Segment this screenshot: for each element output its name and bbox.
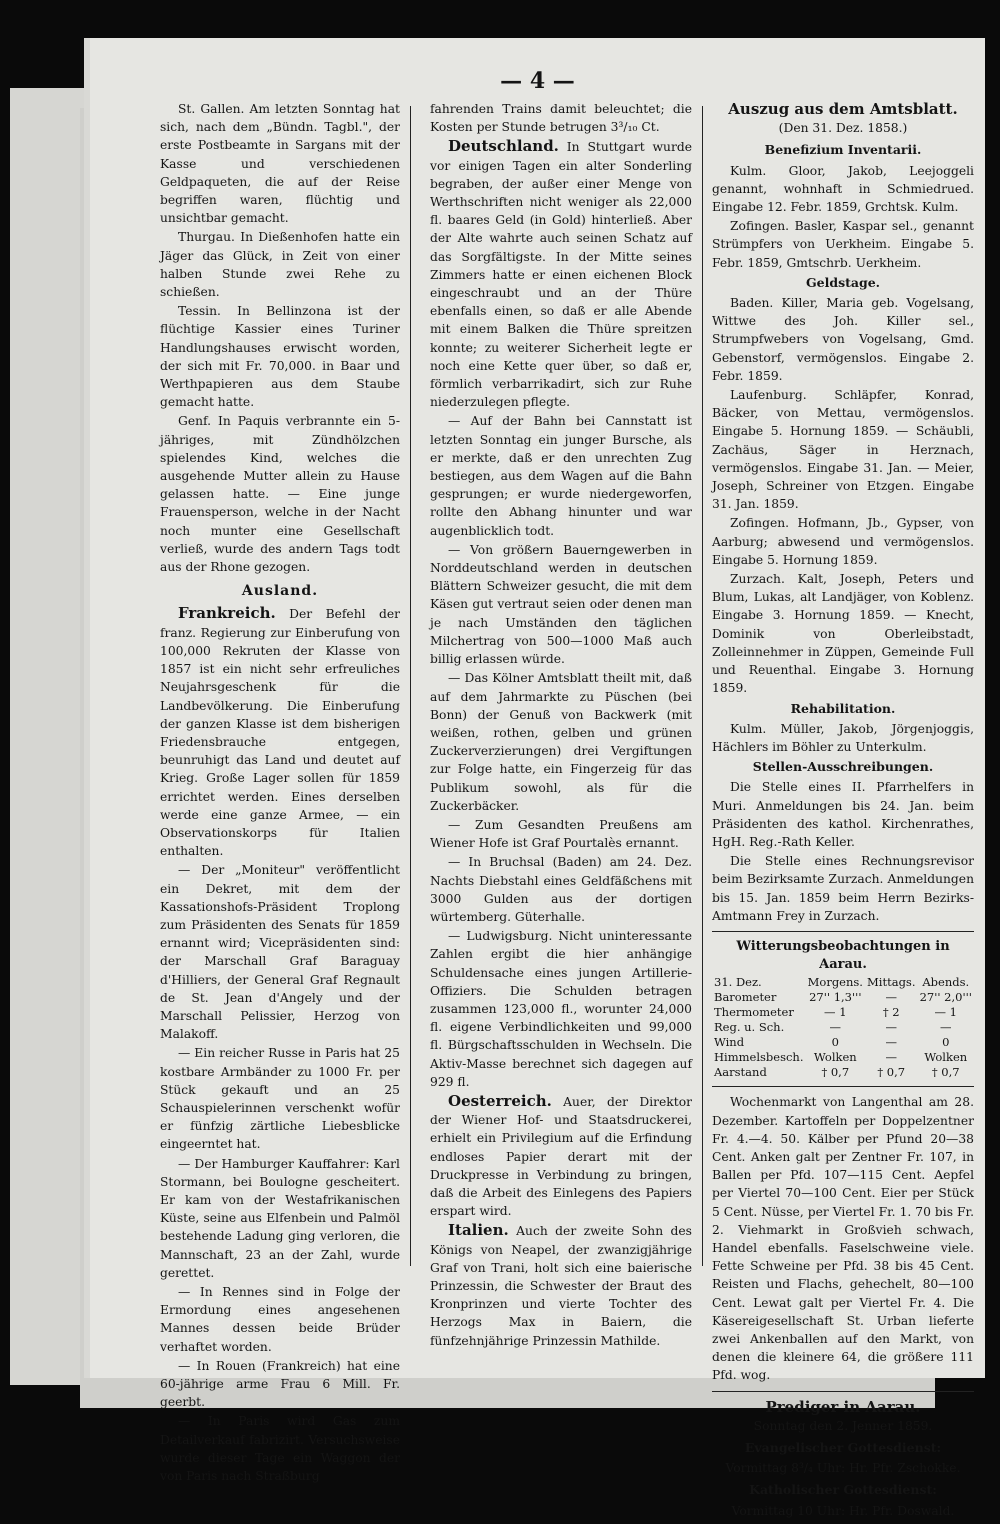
- divider: [712, 931, 974, 932]
- weather-header-cell: Morgens.: [807, 975, 863, 990]
- weather-cell: — 1: [824, 1005, 847, 1020]
- article-paris-gas: — In Paris wird Gas zum Detailverkauf fabrizirt. Versuchsweise wurde dieser Tage ein Waggon der von Paris nach Straßburg: [160, 1414, 400, 1484]
- weather-header-cell: 31. Dez.: [714, 975, 762, 990]
- heading-frankreich: Frankreich.: [178, 604, 276, 623]
- article-ludwigsburg: — Ludwigsburg. Nicht uninteressante Zahlen ergibt die hier anhängige Schuldensache eines jungen Artillerie-Offiziers. Die Schulden betragen zusammen 123,000 fl., worunter 24,000 fl. eigene Verbindlichkeiten und 99,000 fl. Bürgschaftsschulden in Wechseln. Die Aktiv-Masse berechnet sich dagegen auf 929 fl.: [430, 929, 692, 1089]
- amtsblatt-date: (Den 31. Dez. 1858.): [778, 121, 908, 136]
- weather-title: Witterungsbeobachtungen in Aarau.: [736, 938, 950, 973]
- notice-kulm-mueller: Kulm. Müller, Jakob, Jörgenjoggis, Hächlers im Böhler zu Unterkulm.: [712, 721, 974, 754]
- article-gesandter: — Zum Gesandten Preußens am Wiener Hofe ist Graf Pourtalès ernannt.: [430, 817, 692, 851]
- weather-row: [712, 1050, 974, 1065]
- notice-kulm-gloor: Kulm. Gloor, Jakob, Leejoggeli genannt, wohnhaft in Schmiedrued. Eingabe 12. Febr. 1859, Grchtsk. Kulm.: [712, 163, 974, 215]
- article-cannstatt: — Auf der Bahn bei Cannstatt ist letzten Sonntag ein junger Bursche, als er merkte, daß er den unrechten Zug bestiegen, aus dem Wagen auf die Bahn gesprungen; er wurde niedergeworfen, rollte den Abhang hinunter und war augenblicklich todt.: [430, 414, 692, 538]
- article-kauffahrer: — Der Hamburger Kauffahrer: Karl Stormann, bei Boulogne gescheitert. Er kam von der Westafrikanischen Küste, seine aus Elfenbein und Palmöl bestehende Ladung ging verloren, die Mannschaft, 23 an der Zahl, wurde gerettet.: [160, 1156, 400, 1280]
- column-rule-2: [702, 106, 703, 1266]
- column-3: [712, 100, 974, 1524]
- article-gas-continued: fahrenden Trains damit beleuchtet; die Kosten per Stunde betrugen 3³/₁₀ Ct.: [430, 102, 692, 135]
- weather-cell: 0: [942, 1035, 950, 1050]
- weather-row: [712, 1020, 974, 1035]
- article-bruchsal: — In Bruchsal (Baden) am 24. Dez. Nachts Diebstahl eines Geldfäßchens mit 3000 Gulden aus der dortigen würtemberg. Güterhalle.: [430, 855, 692, 924]
- weather-row: [712, 990, 974, 1005]
- prediger-date: Sonntag den 2. Jenner 1859.: [753, 1418, 933, 1433]
- heading-geldstage: Geldstage.: [805, 274, 881, 290]
- article-moniteur: — Der „Moniteur" veröffentlicht ein Dekret, mit dem der Kassationshofs-Präsident Troplong zum Präsidenten des Senats für 1859 ernannt wird; Vicepräsidenten sind: der Marschall Graf Baraguay d'Hilliers, der General Graf Regnault de St. Jean d'Angely und der Marschall Pelissier, Herzog von Malakoff.: [160, 863, 400, 1042]
- weather-row: [712, 1065, 974, 1080]
- heading-benefizium: Benefizium Inventarii.: [764, 142, 922, 158]
- weather-header-cell: Mittags.: [867, 975, 916, 990]
- column-1: [160, 100, 400, 1486]
- weather-header-cell: Abends.: [922, 975, 970, 990]
- heading-rehabilitation: Rehabilitation.: [790, 700, 896, 716]
- weather-cell: 27'' 1,3''': [809, 990, 862, 1005]
- weather-header-row: [712, 975, 974, 990]
- column-2: [430, 100, 692, 1351]
- weather-cell: † 0,7: [877, 1065, 906, 1080]
- weather-cell: † 2: [882, 1005, 900, 1020]
- notice-zofingen-hofmann: Zofingen. Hofmann, Jb., Gypser, von Aarburg; abwesend und vermögenslos. Eingabe 5. Hornung 1859.: [712, 516, 974, 567]
- weather-cell: —: [885, 990, 897, 1005]
- weather-cell: Himmelsbesch.: [714, 1050, 804, 1065]
- weather-cell: —: [885, 1050, 897, 1065]
- weather-cell: Reg. u. Sch.: [714, 1020, 785, 1035]
- article-staatsdruckerei: Auer, der Direktor der Wiener Hof- und Staatsdruckerei, erhielt ein Privilegium auf die Erfindung endloses Papier derart mit der Druckpresse in Verbindung zu bringen, daß die Arbeit des Einlegens des Papiers erspart wird.: [430, 1094, 692, 1219]
- weather-cell: —: [885, 1035, 897, 1050]
- article-russe: — Ein reicher Russe in Paris hat 25 kostbare Armbänder zu 1000 Fr. per Stück gekauft und an 25 Schauspielerinnen verschenkt wofür er fünfzig zärtliche Liebesblicke eingeerntet hat.: [160, 1046, 400, 1152]
- underlying-page: [10, 88, 100, 1385]
- divider: [712, 1391, 974, 1392]
- divider: [712, 1086, 974, 1087]
- column-rule-1: [410, 106, 411, 1266]
- wochenmarkt-langenthal: Wochenmarkt von Langenthal am 28. Dezember. Kartoffeln per Doppelzentner Fr. 4.—4. 50. Kälber per Pfund 20—38 Cent. Anken galt per Zentner Fr. 107, in Ballen per Pfd. 107—115 Cent. Aepfel per Viertel 70—100 Cent. Eier per Stück 5 Cent. Nüsse, per Viertel Fr. 1. 70 bis Fr. 2. Viehmarkt in Großvieh schwach, Handel ebenfalls. Faselschweine viele. Fette Schweine per Pfd. 38 bis 45 Cent. Reisten und Flachs, gehechelt, 80—100 Cent. Lewat galt per Viertel Fr. 4. Die Käsereigesellschaft St. Urban lieferte zwei Ankenballen auf den Markt, von denen die kleinere 64, die größere 111 Pfd. wog.: [712, 1095, 974, 1383]
- weather-cell: Wind: [714, 1035, 745, 1050]
- katholisch-time: Vormittag 10 Uhr: Hr. Pfr. Doswald.: [731, 1503, 955, 1518]
- article-rouen: — In Rouen (Frankreich) hat eine 60-jährige arme Frau 6 Mill. Fr. geerbt.: [160, 1358, 400, 1410]
- weather-cell: 27'' 2,0''': [919, 990, 972, 1005]
- article-rennes: — In Rennes sind in Folge der Ermordung eines angesehenen Mannes dessen beide Brüder verhaftet worden.: [160, 1285, 400, 1354]
- notice-baden-killer: Baden. Killer, Maria geb. Vogelsang, Wittwe des Joh. Killer sel., Strumpfwebers von Vogelsang, Gmd. Gebenstorf, vermögenslos. Eingabe 2. Febr. 1859.: [712, 296, 974, 383]
- weather-row: [712, 1005, 974, 1020]
- heading-oesterreich: Oesterreich.: [448, 1091, 552, 1110]
- heading-katholisch: Katholischer Gottesdienst:: [749, 1482, 937, 1498]
- weather-cell: Aarstand: [714, 1065, 767, 1080]
- weather-cell: † 0,7: [931, 1065, 960, 1080]
- article-tessin: Tessin. In Bellinzona ist der flüchtige Kassier eines Turiner Handlungshauses erwischt worden, der sich mit Fr. 70,000. in Baar und Werthpapieren aus dem Staube gemacht hatte.: [160, 304, 400, 410]
- weather-cell: 0: [831, 1035, 839, 1050]
- notice-zofingen-basler: Zofingen. Basler, Kaspar sel., genannt Strümpfers von Uerkheim. Eingabe 5. Febr. 1859, Gmtschrb. Uerkheim.: [712, 219, 974, 270]
- article-st-gallen: St. Gallen. Am letzten Sonntag hat sich, nach dem „Bündn. Tagbl.", der erste Postbeamte in Sargans mit der Kasse und verschiedenen Geldpaqueten, die auf der Reise begriffen waren, flüchtig und unsichtbar gemacht.: [160, 102, 400, 226]
- notice-rechnungsrevisor: Die Stelle eines Rechnungsrevisor beim Bezirksamte Zurzach. Anmeldungen bis 15. Jan. 1859 beim Herrn Bezirks-Amtmann Frey in Zurzach.: [712, 854, 974, 923]
- weather-cell: Thermometer: [714, 1005, 794, 1020]
- article-frankreich-rekruten: Der Befehl der franz. Regierung zur Einberufung von 100,000 Rekruten der Klasse von 1857 ist ein nicht sehr erfreuliches Neujahrsgeschenk für die Landbevölkerung. Die Einberufung der ganzen Klasse ist dem bisherigen Friedensbrauche entgegen, beunruhigt das Land und deutet auf Krieg. Große Lager sollen für 1859 errichtet werden. Eines derselben werde eine ganze Armee, — ein Observationskorps für Italien enthalten.: [160, 607, 400, 859]
- prediger-title: Prediger in Aarau.: [765, 1397, 921, 1416]
- heading-deutschland: Deutschland.: [448, 137, 559, 156]
- weather-table: [712, 975, 974, 1080]
- article-thurgau: Thurgau. In Dießenhofen hatte ein Jäger das Glück, in Zeit von einer halben Stunde zwei Rehe zu schießen.: [160, 230, 400, 300]
- notice-laufenburg: Laufenburg. Schläpfer, Konrad, Bäcker, von Mettau, vermögenslos. Eingabe 5. Hornung 1859. — Schäubli, Zachäus, Säger in Herznach, vermögenslos. Eingabe 31. Jan. — Meier, Joseph, Schreiner von Etzgen. Eingabe 31. Jan. 1859.: [712, 388, 974, 512]
- article-neapel: Auch der zweite Sohn des Königs von Neapel, der zwanzigjährige Graf von Trani, holt sich eine baierische Prinzessin, die Schwester der Braut des Kronprinzen und vierte Tochter des Herzogs Max in Baiern, die fünfzehnjährige Prinzessin Mathilde.: [430, 1224, 692, 1348]
- weather-cell: —: [885, 1020, 897, 1035]
- page-number: — 4 —: [500, 68, 575, 94]
- weather-cell: —: [940, 1020, 952, 1035]
- newspaper-page: [90, 38, 985, 1518]
- weather-cell: Wolken: [924, 1050, 968, 1065]
- heading-italien: Italien.: [448, 1221, 509, 1240]
- article-genf: Genf. In Paquis verbrannte ein 5-jähriges, mit Zündhölzchen spielendes Kind, welches die ausgehende Mutter allein zu Hause gelassen hatte. — Eine junge Frauensperson, welche in der Nacht noch munter eine Gesellschaft verließ, wurde des andern Tags todt aus der Rhone gezogen.: [160, 414, 400, 575]
- notice-pfarrhelfer: Die Stelle eines II. Pfarrhelfers in Muri. Anmeldungen bis 24. Jan. beim Präsidenten des kathol. Kirchenrathes, HgH. Reg.-Rath Keller.: [712, 780, 974, 849]
- amtsblatt-title: Auszug aus dem Amtsblatt.: [728, 100, 958, 118]
- article-koelner-amtsblatt: — Das Kölner Amtsblatt theilt mit, daß auf dem Jahrmarkte zu Püschen (bei Bonn) der Genuß von Backwerk (mit weißen, rothen, gelben und grünen Zuckerverzierungen) drei Vergiftungen zur Folge hatte, ein Fingerzeig für das Publikum sowohl, als für die Zuckerbäcker.: [430, 671, 692, 813]
- weather-cell: —: [829, 1020, 842, 1035]
- weather-cell: Wolken: [813, 1050, 857, 1065]
- evangelisch-time: Vormittag 8³/₄ Uhr: Hr. Pfr. Zschokke.: [725, 1461, 961, 1476]
- weather-row: [712, 1035, 974, 1050]
- weather-cell: † 0,7: [821, 1065, 850, 1080]
- heading-stellen: Stellen-Ausschreibungen.: [752, 759, 934, 775]
- heading-evangelisch: Evangelischer Gottesdienst:: [744, 1440, 942, 1455]
- article-bauerngewerbe: — Von größern Bauerngewerben in Norddeutschland werden in deutschen Blättern Schweizer gesucht, die mit dem Käsen gut vertraut seien oder denen man je nach Umständen den täglichen Milchertrag von 500—1000 Maß auch billig erlassen würde.: [430, 542, 692, 667]
- weather-cell: Barometer: [714, 990, 777, 1005]
- section-ausland: Ausland.: [241, 583, 319, 600]
- article-stuttgart: In Stuttgart wurde vor einigen Tagen ein alter Sonderling begraben, der außer einer Menge von Werthschriften nicht weniger als 22,000 fl. baares Geld (in Gold) hinterließ. Aber der Alte wahrte auch seinen Schatz auf das Sorgfältigste. In der Mitte seines Zimmers hatte er einen eichenen Block eingeschraubt und an der Thüre ebenfalls einen, so daß er alle Abende mit einem Balken die Thüre spreitzen konnte; zu weiterer Sicherheit legte er noch eine Kette quer über, so daß er, förmlich verbarrikadirt, sich zur Ruhe niederzulegen pflegte.: [430, 140, 692, 410]
- weather-cell: — 1: [934, 1005, 957, 1020]
- notice-zurzach: Zurzach. Kalt, Joseph, Peters und Blum, Lukas, alt Landjäger, von Koblenz. Eingabe 3. Hornung 1859. — Knecht, Dominik von Oberleibstadt, Zolleinnehmer in Züppen, Gemeinde Full und Reuenthal. Eingabe 3. Hornung 1859.: [712, 572, 974, 696]
